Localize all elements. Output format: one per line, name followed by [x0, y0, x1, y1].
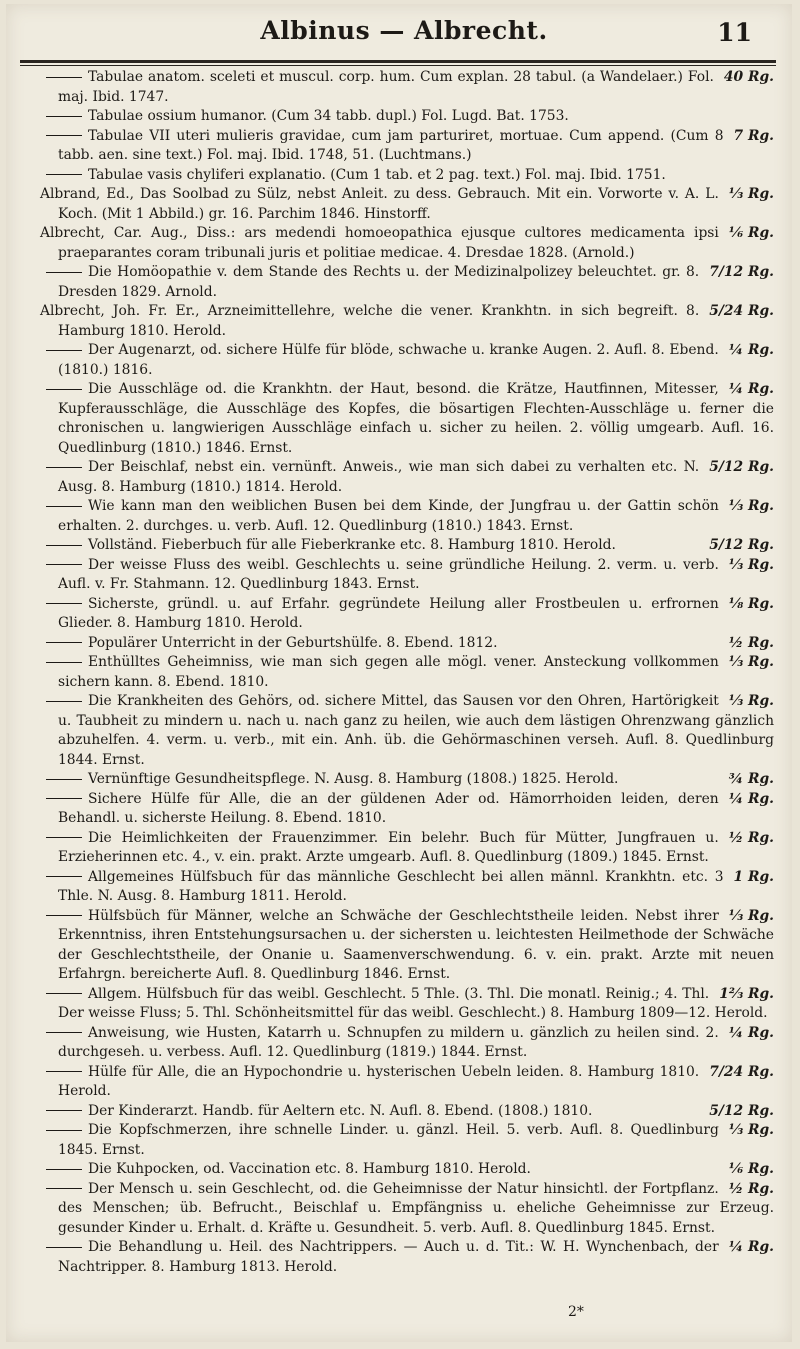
catalogue-entries [40, 68, 774, 1277]
entry-price: ¼ Rg. [728, 1024, 774, 1041]
ditto-dash [46, 135, 82, 136]
ditto-dash [46, 1110, 82, 1111]
book-page [6, 4, 792, 1342]
catalogue-entry [40, 166, 774, 186]
catalogue-entry [40, 497, 774, 536]
catalogue-entry [40, 907, 774, 985]
entry-price: ⅓ Rg. [728, 654, 774, 670]
entry-price: ½ Rg. [728, 1180, 774, 1197]
entry-text: Der weisse Fluss des weibl. Geschlechts u. seine gründliche Heilung. 2. verm. u. verb. Aufl. v. Fr. Stahmann. 12. Quedlinburg 1843. Ernst. [58, 556, 719, 592]
entry-text: Der Kinderarzt. Handb. für Aeltern etc. N. Aufl. 8. Ebend. (1808.) 1810. [88, 1102, 593, 1119]
ditto-dash [46, 915, 82, 916]
catalogue-entry [40, 985, 774, 1024]
entry-text: Die Kuhpocken, od. Vaccination etc. 8. Hamburg 1810. Herold. [88, 1161, 531, 1177]
entry-price: 40 Rg. [723, 69, 774, 85]
catalogue-entry [40, 536, 774, 556]
entry-text: Der Augenarzt, od. sichere Hülfe für blöde, schwache u. kranke Augen. 2. Aufl. 8. Ebend. (1810.) 1816. [58, 342, 719, 378]
entry-price: ⅛ Rg. [728, 595, 774, 612]
ditto-dash [46, 272, 82, 273]
catalogue-entry [40, 634, 774, 654]
catalogue-entry [40, 458, 774, 497]
catalogue-entry [40, 263, 774, 302]
entry-text: Hülfe für Alle, die an Hypochondrie u. hysterischen Uebeln leiden. 8. Hamburg 1810. Herold. [58, 1063, 700, 1099]
catalogue-entry [40, 1024, 774, 1063]
entry-price: 7/24 Rg. [709, 1063, 774, 1080]
ditto-dash [46, 1032, 82, 1033]
ditto-dash [46, 603, 82, 604]
entry-price: ⅓ Rg. [728, 186, 774, 202]
entry-text: Tabulae ossium humanor. (Cum 34 tabb. dupl.) Fol. Lugd. Bat. 1753. [88, 108, 569, 124]
entry-price: 5/24 Rg. [709, 303, 774, 319]
entry-text: Die Krankheiten des Gehörs, od. sichere Mittel, das Sausen vor den Ohren, Hartörigkeit u. Taubheit zu mindern u. nach u. nach ganz zu heilen, wie auch dem lästigen Ohrenzwang gänzlich abzuhelfen. 4. verm. u. verb., mit ein. Anh. üb. die Gehörmaschinen verseh. Aufl. 8. Quedlinburg 1844. Ernst. [58, 693, 774, 768]
catalogue-entry [40, 868, 774, 907]
ditto-dash [46, 77, 82, 78]
ditto-dash [46, 876, 82, 877]
entry-price: ¼ Rg. [728, 381, 774, 397]
entry-price: 1 Rg. [733, 868, 774, 885]
running-header [20, 12, 788, 62]
header-rule [20, 60, 776, 63]
catalogue-entry [40, 692, 774, 770]
entry-price: ¼ Rg. [728, 1239, 774, 1255]
ditto-dash [46, 564, 82, 565]
entry-text: Der Beischlaf, nebst ein. vernünft. Anweis., wie man sich dabei zu verhalten etc. N. Ausg. 8. Hamburg (1810.) 1814. Herold. [58, 459, 700, 495]
ditto-dash [46, 1169, 82, 1170]
ditto-dash [46, 174, 82, 175]
ditto-dash [46, 1247, 82, 1248]
entry-price: 1⅔ Rg. [719, 985, 774, 1002]
signature-mark: 2* [568, 1304, 584, 1320]
catalogue-entry [40, 1180, 774, 1239]
ditto-dash [46, 116, 82, 117]
entry-price: ⅓ Rg. [728, 907, 774, 924]
ditto-dash [46, 642, 82, 643]
entry-text: Allgemeines Hülfsbuch für das männliche Geschlecht bei allen männl. Krankhtn. etc. 3 Thle. N. Ausg. 8. Hamburg 1811. Herold. [58, 868, 724, 904]
entry-price: ⅓ Rg. [728, 556, 774, 573]
page-title: Albinus — Albrecht. [260, 16, 548, 45]
catalogue-entry [40, 653, 774, 692]
ditto-dash [46, 837, 82, 838]
entry-text: Hülfsbüch für Männer, welche an Schwäche der Geschlechtstheile leiden. Nebst ihrer Erkenntniss, ihren Entstehungsursachen u. der sichersten u. leichtesten Heilmethode der Schwäche der Geschlechtstheile, der Onanie u. Saamenverschwendung. 6. v. ein. prakt. Arzte mit neuen Erfahrgn. bereicherte Aufl. 8. Quedlinburg 1846. Ernst. [58, 907, 774, 982]
ditto-dash [46, 993, 82, 994]
entry-text: Die Ausschläge od. die Krankhtn. der Haut, besond. die Krätze, Hautfinnen, Mitesser, Kupferausschläge, die Ausschläge des Kopfes, die bösartigen Flechten-Ausschläge u. ferner die chronischen u. langwierigen Ausschläge einfach u. sicher zu heilen. 2. völlig umgearb. Aufl. 16. Quedlinburg (1810.) 1846. Ernst. [58, 381, 774, 456]
page-number: 11 [717, 18, 752, 47]
ditto-dash [46, 545, 82, 546]
ditto-dash [46, 506, 82, 507]
entry-text: Allgem. Hülfsbuch für das weibl. Geschlecht. 5 Thle. (3. Thl. Die monatl. Reinig.; 4. Thl. Der weisse Fluss; 5. Thl. Schönheitsmittel für das weibl. Geschlecht.) 8. Hamburg 1809—12. Herold. [58, 985, 768, 1021]
ditto-dash [46, 350, 82, 351]
catalogue-entry [40, 185, 774, 224]
entry-price: 7/12 Rg. [709, 264, 774, 280]
entry-price: ½ Rg. [728, 634, 774, 651]
entry-price: ⅙ Rg. [728, 225, 774, 241]
ditto-dash [46, 662, 82, 663]
catalogue-entry [40, 1160, 774, 1180]
ditto-dash [46, 467, 82, 468]
entry-price: 5/12 Rg. [709, 459, 774, 475]
entry-text: Albrand, Ed., Das Soolbad zu Sülz, nebst Anleit. zu dess. Gebrauch. Mit ein. Vorworte v. A. L. Koch. (Mit 1 Abbild.) gr. 16. Parchim 1846. Hinstorff. [40, 186, 719, 222]
catalogue-entry [40, 302, 774, 341]
catalogue-entry [40, 595, 774, 634]
ditto-dash [46, 1071, 82, 1072]
header-rule-thin [20, 65, 776, 66]
ditto-dash [46, 1188, 82, 1189]
entry-text: Tabulae vasis chyliferi explanatio. (Cum 1 tab. et 2 pag. text.) Fol. maj. Ibid. 1751. [88, 166, 666, 183]
catalogue-entry [40, 127, 774, 166]
entry-price: 5/12 Rg. [709, 1102, 774, 1119]
ditto-dash [46, 779, 82, 780]
ditto-dash [46, 389, 82, 390]
catalogue-entry [40, 1102, 774, 1122]
entry-text: Die Kopfschmerzen, ihre schnelle Linder. u. gänzl. Heil. 5. verb. Aufl. 8. Quedlinburg 1845. Ernst. [58, 1122, 719, 1158]
entry-text: Sicherste, gründl. u. auf Erfahr. gegründete Heilung aller Frostbeulen u. erfrornen Glieder. 8. Hamburg 1810. Herold. [58, 595, 719, 631]
entry-text: Die Homöopathie v. dem Stande des Rechts u. der Medizinalpolizey beleuchtet. gr. 8. Dresden 1829. Arnold. [58, 264, 700, 300]
entry-text: Albrecht, Joh. Fr. Er., Arzneimittellehre, welche die vener. Krankhtn. in sich begreift. 8. Hamburg 1810. Herold. [40, 303, 700, 339]
entry-text: Populärer Unterricht in der Geburtshülfe. 8. Ebend. 1812. [88, 634, 498, 651]
entry-price: ⅓ Rg. [728, 693, 774, 709]
entry-price: ⅓ Rg. [728, 1122, 774, 1138]
entry-text: Tabulae VII uteri mulieris gravidae, cum jam parturiret, mortuae. Cum append. (Cum 8 tabb. aen. sine text.) Fol. maj. Ibid. 1748, 51. (Luchtmans.) [58, 127, 724, 163]
entry-text: Anweisung, wie Husten, Katarrh u. Schnupfen zu mildern u. gänzlich zu heilen sind. 2. durchgeseh. u. verbess. Aufl. 12. Quedlinburg (1819.) 1844. Ernst. [58, 1024, 719, 1060]
catalogue-entry [40, 1121, 774, 1160]
ditto-dash [46, 701, 82, 702]
catalogue-entry [40, 829, 774, 868]
entry-price: 5/12 Rg. [709, 537, 774, 553]
entry-text: Sichere Hülfe für Alle, die an der güldenen Ader od. Hämorrhoiden leiden, deren Behandl. u. sicherste Heilung. 8. Ebend. 1810. [58, 790, 719, 826]
catalogue-entry [40, 380, 774, 458]
entry-text: Der Mensch u. sein Geschlecht, od. die Geheimnisse der Natur hinsichtl. der Fortpflanz. des Menschen; üb. Befrucht., Beischlaf u. Empfängniss u. eheliche Geheimnisse zur Erzeug. gesunder Kinder u. Erhalt. d. Kräfte u. Gesundheit. 5. verb. Aufl. 8. Quedlinburg 1845. Ernst. [58, 1180, 774, 1236]
catalogue-entry [40, 107, 774, 127]
entry-text: Tabulae anatom. sceleti et muscul. corp. hum. Cum explan. 28 tabul. (a Wandelaer.) Fol. maj. Ibid. 1747. [58, 69, 714, 105]
catalogue-entry [40, 341, 774, 380]
entry-price: ¼ Rg. [728, 790, 774, 807]
catalogue-entry [40, 224, 774, 263]
entry-text: Vollständ. Fieberbuch für alle Fieberkranke etc. 8. Hamburg 1810. Herold. [88, 537, 616, 553]
entry-price: ⅓ Rg. [728, 498, 774, 514]
ditto-dash [46, 798, 82, 799]
entry-price: ¾ Rg. [728, 771, 774, 787]
entry-text: Wie kann man den weiblichen Busen bei dem Kinde, der Jungfrau u. der Gattin schön erhalten. 2. durchges. u. verb. Aufl. 12. Quedlinburg (1810.) 1843. Ernst. [58, 498, 719, 534]
entry-text: Albrecht, Car. Aug., Diss.: ars medendi homoeopathica ejusque cultores medicamenta ipsi praeparantes coram tribunali juris et politiae medicae. 4. Dresdae 1828. (Arnold.) [40, 225, 719, 261]
entry-text: Enthülltes Geheimniss, wie man sich gegen alle mögl. vener. Ansteckung vollkommen sichern kann. 8. Ebend. 1810. [58, 654, 719, 690]
catalogue-entry [40, 68, 774, 107]
entry-price: ⅙ Rg. [728, 1161, 774, 1177]
catalogue-entry [40, 790, 774, 829]
catalogue-entry [40, 1238, 774, 1277]
entry-price: ¼ Rg. [728, 342, 774, 358]
entry-price: ½ Rg. [728, 829, 774, 846]
entry-price: 7 Rg. [733, 127, 774, 144]
entry-text: Vernünftige Gesundheitspflege. N. Ausg. 8. Hamburg (1808.) 1825. Herold. [88, 771, 619, 787]
entry-text: Die Heimlichkeiten der Frauenzimmer. Ein belehr. Buch für Mütter, Jungfrauen u. Erzieherinnen etc. 4., v. ein. prakt. Arzte umgearb. Aufl. 8. Quedlinburg (1809.) 1845. Ernst. [58, 829, 719, 865]
entry-text: Die Behandlung u. Heil. des Nachtrippers. — Auch u. d. Tit.: W. H. Wynchenbach, der Nachtripper. 8. Hamburg 1813. Herold. [58, 1239, 719, 1275]
catalogue-entry [40, 556, 774, 595]
catalogue-entry [40, 770, 774, 790]
ditto-dash [46, 1130, 82, 1131]
catalogue-entry [40, 1063, 774, 1102]
